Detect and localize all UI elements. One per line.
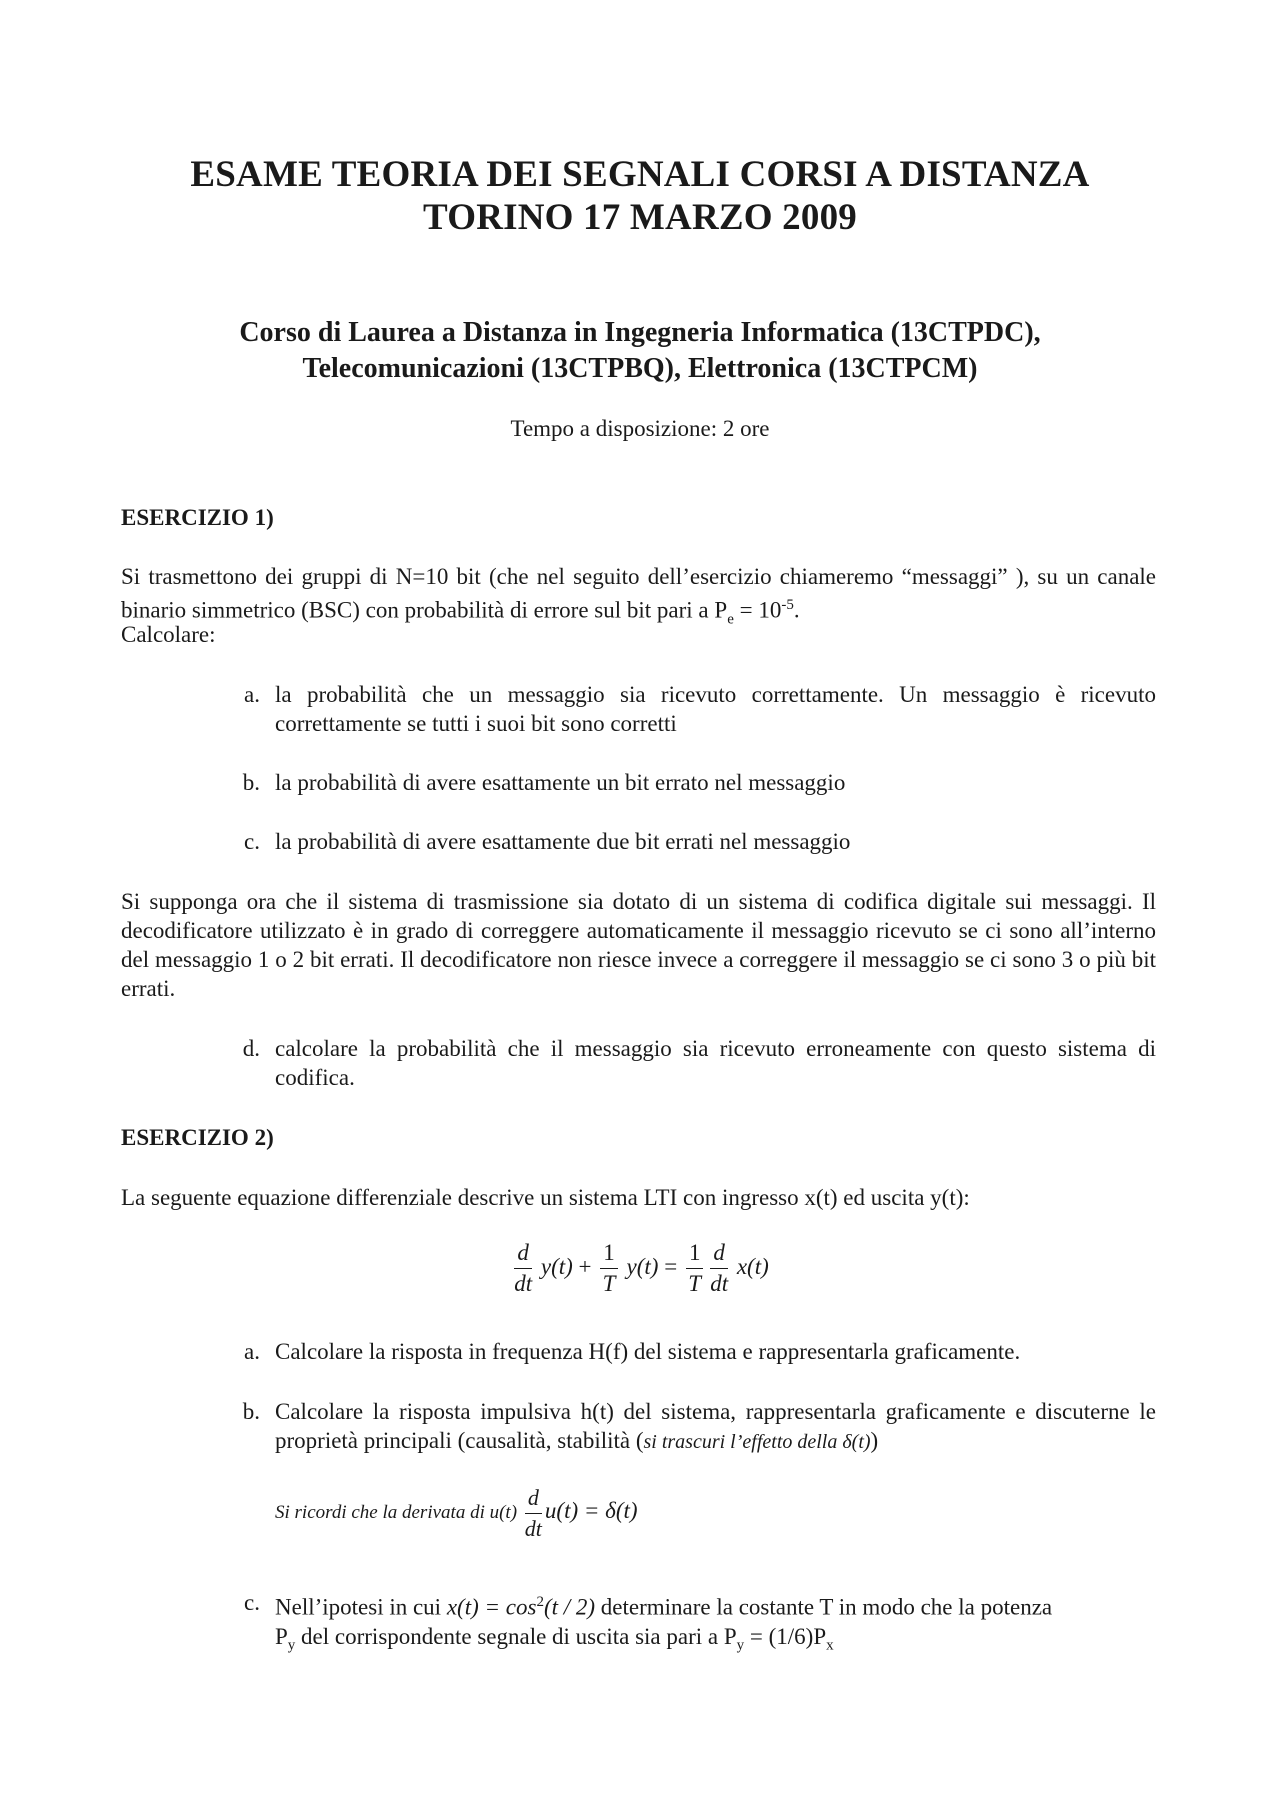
one-over-T-fraction: $\frac{1}{T}$: [600, 1238, 618, 1299]
exam-title-line2: TORINO 17 MARZO 2009: [423, 197, 857, 238]
differential-equation: [0, 1238, 1280, 1299]
intro-eq: = 10: [733, 597, 782, 623]
course-line2: Telecomunicazioni (13CTPBQ), Elettronica (13CTPCM): [302, 353, 978, 384]
formula: x(t) = cos: [446, 1594, 537, 1620]
intro-end: .: [793, 597, 800, 623]
exercise-1-heading: ESERCIZIO 1): [121, 505, 274, 530]
item-label: d.: [242, 1036, 260, 1061]
note-text: Si ricordi che la derivata di u(t): [275, 1501, 518, 1523]
d-dt-fraction: $\frac{d}{dt}$: [524, 1485, 542, 1541]
one-over-T-fraction: $\frac{1}{T}$: [686, 1238, 704, 1299]
plus-sign: +: [578, 1253, 592, 1279]
exercise-2-intro: La seguente equazione differenziale descrive un sistema LTI con ingresso x(t) ed uscita y(t):: [121, 1185, 970, 1210]
course-line1: Corso di Laurea a Distanza in Ingegneria Informatica (13CTPDC),: [239, 317, 1041, 348]
item-text: la probabilità di avere esattamente un bit errato nel messaggio: [275, 770, 846, 795]
calcolare-label: Calcolare:: [121, 622, 216, 647]
item-label: c.: [244, 829, 260, 854]
note-expr: u(t) = δ(t): [544, 1497, 638, 1523]
y-of-t: y(t): [540, 1253, 573, 1279]
item-text: calcolare la probabilità che il messaggio sia ricevuto erroneamente con questo sistema di codifica.: [275, 1036, 1156, 1090]
item-text: Calcolare la risposta impulsiva h(t) del sistema, rappresentarla graficamente e discuterne le proprietà principali (causalità, stabilità (si trascuri l’effetto della δ(t)): [275, 1399, 1156, 1453]
item-label: b.: [242, 1399, 260, 1424]
item-label: a.: [244, 1339, 260, 1364]
y-of-t: y(t): [626, 1253, 659, 1279]
item-label: a.: [244, 682, 260, 707]
exam-title-line1: ESAME TEORIA DEI SEGNALI CORSI A DISTANZA: [190, 154, 1090, 195]
x-of-t: x(t): [736, 1253, 769, 1279]
time-available: Tempo a disposizione: 2 ore: [510, 416, 770, 441]
d-dt-fraction: $\frac{d}{dt}$: [710, 1240, 729, 1296]
item-text: la probabilità di avere esattamente due bit errati nel messaggio: [275, 829, 851, 854]
item-text: la probabilità che un messaggio sia ricevuto correttamente. Un messaggio è ricevuto correttamente se tutti i suoi bit sono corretti: [275, 682, 1156, 736]
pe-subscript: e: [727, 611, 734, 628]
exponent: -5: [781, 597, 794, 613]
item-text: Nell’ipotesi in cui $x(t) = \cos^2(t / 2)$ determinare la costante T in modo che la potenza $P_y$ del corrispondente segnale di uscita sia pari a $P_y = (1/6)P_x$: [275, 1594, 1053, 1654]
item-label: b.: [242, 770, 260, 795]
item-label: c.: [244, 1590, 260, 1615]
exercise-1-middle: Si supponga ora che il sistema di trasmissione sia dotato di un sistema di codifica digitale sui messaggi. Il decodificatore utilizzato è in grado di correggere automaticamente il messaggio ricevuto se ci sono all’interno del messaggio 1 o 2 bit errati. Il decodificatore non riesce invece a correggere il messaggio se ci sono 3 o più bit errati.: [121, 889, 1156, 1001]
exercise-2-heading: ESERCIZIO 2): [121, 1125, 274, 1150]
italic-note: si trascuri l’effetto della δ(t): [643, 1431, 871, 1453]
intro-text: Si trasmettono dei gruppi di N=10 bit (che nel seguito dell’esercizio chiameremo “messaggi” ), su un canale binario simmetrico (BSC) con probabilità di errore sul bit pari a P: [121, 564, 1156, 623]
item-text: Calcolare la risposta in frequenza H(f) del sistema e rappresentarla graficamente.: [275, 1339, 1021, 1364]
derivative-note: [275, 1483, 638, 1544]
d-dt-fraction: $\frac{d}{dt}$: [514, 1240, 533, 1296]
equals-sign: =: [664, 1253, 678, 1279]
